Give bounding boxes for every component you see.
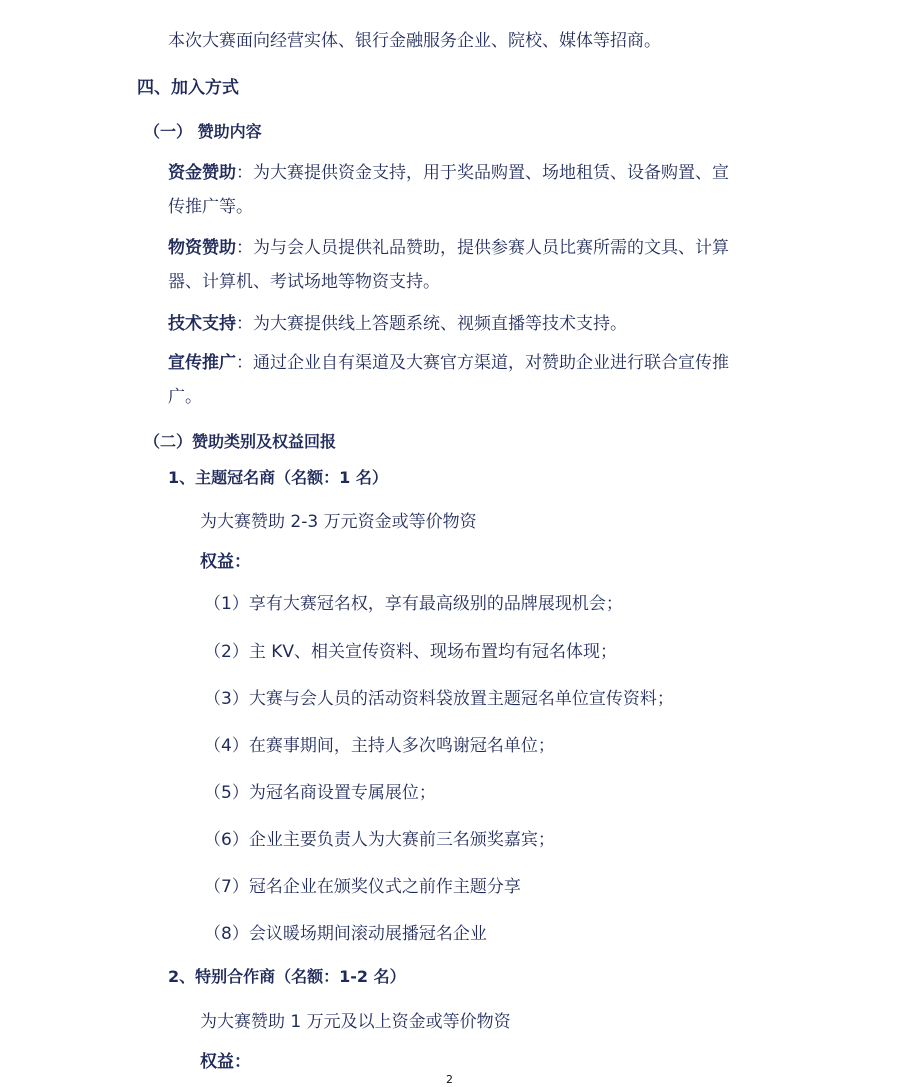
item-text: 为大赛提供线上答题系统、视频直播等技术支持。 (253, 314, 627, 334)
rights-item: （6）企业主要负责人为大赛前三名颁奖嘉宾； (204, 830, 555, 850)
rights-item: （7）冠名企业在颁奖仪式之前作主题分享 (204, 877, 521, 897)
rights-label: 权益： (200, 1052, 251, 1072)
subsection-heading: （二）赞助类别及权益回报 (144, 432, 337, 451)
sponsor-item-funding (168, 158, 729, 183)
item-separator: ： (236, 163, 253, 183)
item-separator: ： (236, 238, 253, 258)
item-text-continued: 器、计算机、考试场地等物资支持。 (168, 272, 440, 292)
rights-label: 权益： (200, 552, 251, 572)
item-label: 技术支持 (168, 314, 236, 334)
intro-text: 本次大赛面向经营实体、银行金融服务企业、院校、媒体等招商。 (168, 31, 661, 51)
rights-item: （4）在赛事期间，主持人多次鸣谢冠名单位； (204, 736, 555, 756)
item-separator: ： (236, 353, 253, 373)
subsection-heading: （一） 赞助内容 (144, 122, 262, 141)
tier-description: 为大赛赞助 2-3 万元资金或等价物资 (200, 512, 477, 532)
tier-heading: 2、特别合作商（名额：1-2 名） (168, 967, 406, 986)
section-heading: 四、加入方式 (137, 78, 239, 98)
item-text: 为与会人员提供礼品赞助，提供参赛人员比赛所需的文具、计算 (253, 238, 729, 258)
tier-heading: 1、主题冠名商（名额：1 名） (168, 468, 388, 487)
sponsor-item-materials (168, 233, 729, 258)
rights-item: （1）享有大赛冠名权，享有最高级别的品牌展现机会； (204, 594, 623, 614)
item-separator: ： (236, 314, 253, 334)
item-label: 物资赞助 (168, 238, 236, 258)
item-label: 资金赞助 (168, 163, 236, 183)
item-text: 通过企业自有渠道及大赛官方渠道，对赞助企业进行联合宣传推 (253, 353, 729, 373)
item-label: 宣传推广 (168, 353, 236, 373)
item-text-continued: 传推广等。 (168, 197, 253, 217)
sponsor-item-tech (168, 309, 627, 334)
page-number: 2 (446, 1073, 453, 1086)
rights-item: （3）大赛与会人员的活动资料袋放置主题冠名单位宣传资料； (204, 689, 674, 709)
item-text: 为大赛提供资金支持，用于奖品购置、场地租赁、设备购置、宣 (253, 163, 729, 183)
item-text-continued: 广。 (168, 387, 202, 407)
sponsor-item-promotion (168, 348, 729, 373)
rights-item: （8）会议暖场期间滚动展播冠名企业 (204, 924, 487, 944)
tier-description: 为大赛赞助 1 万元及以上资金或等价物资 (200, 1012, 511, 1032)
rights-item: （5）为冠名商设置专属展位； (204, 783, 436, 803)
rights-item: （2）主 KV、相关宣传资料、现场布置均有冠名体现； (204, 642, 617, 662)
